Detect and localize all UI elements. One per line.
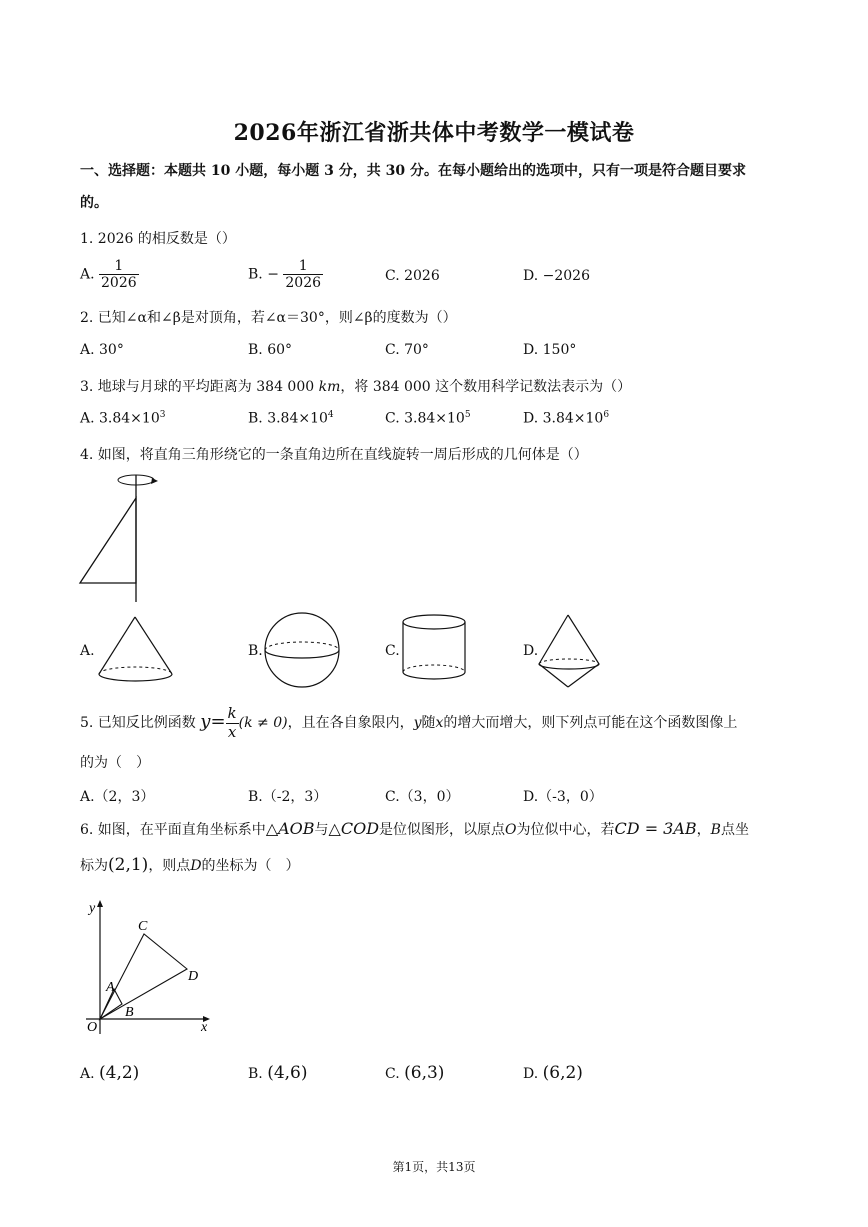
q1-b-label: B. −: [248, 266, 279, 283]
q3-b-exp: 4: [327, 410, 334, 420]
q6-d-label: D.: [523, 1066, 539, 1082]
right-triangle: [80, 498, 136, 583]
q6-pt-o: O: [505, 822, 517, 838]
q6-line2-pre: 标为: [80, 858, 108, 874]
q6-line2-post: 的坐标为（ ）: [201, 858, 300, 874]
q3-option-b: [248, 410, 334, 427]
q6-line2-mid: ，则点: [148, 858, 191, 874]
q6-c-label: C.: [385, 1066, 400, 1082]
q5-stem-mid2: 随: [421, 715, 436, 731]
q5-stem-pre: 5. 已知反比例函数: [80, 715, 196, 731]
origin-label: O: [87, 1020, 98, 1035]
q3-d-base: D. 3.84×10: [523, 410, 604, 427]
q5-formula-den: x: [227, 722, 237, 741]
q6-tri1: △AOB: [265, 819, 315, 838]
q6-stem-post: 点坐: [720, 822, 749, 838]
q3-b-base: B. 3.84×10: [248, 410, 328, 427]
q4-triangle-figure: [70, 470, 170, 610]
q5-stem-line2: 的为（ ）: [80, 755, 150, 771]
q6-d-value: (6,2): [542, 1063, 583, 1083]
q4-option-d-label: D.: [523, 643, 539, 659]
q6-coord: (2,1): [108, 855, 149, 875]
q5-formula-eq: =: [210, 711, 226, 732]
q5-stem-x: x: [435, 715, 444, 731]
q1-b-numerator: 1: [283, 258, 323, 275]
q3-d-exp: 6: [603, 410, 610, 420]
q5-stem: [80, 702, 737, 743]
x-axis-label: x: [201, 1020, 208, 1035]
q5-option-a: A.（2，3）: [80, 789, 155, 805]
q6-pt-b: B: [710, 822, 721, 838]
q4-option-c-label: C.: [385, 643, 400, 659]
q3-a-exp: 3: [159, 410, 166, 420]
rotation-arrowhead-icon: [151, 478, 158, 484]
q6-pt-d: D: [190, 858, 202, 874]
q2-option-c: C. 70°: [385, 342, 429, 358]
q3-option-d: [523, 410, 609, 427]
q1-option-d: D. −2026: [523, 268, 590, 284]
q5-stem-mid: ，且在各自象限内，: [287, 715, 414, 731]
q6-option-d: [523, 1063, 583, 1083]
y-axis-label: y: [89, 901, 96, 916]
q1-option-b: [248, 258, 323, 291]
q6-stem-mid3: 为位似中心，若: [516, 822, 615, 838]
q5-stem-post: 的增大而增大，则下列点可能在这个函数图像上: [443, 715, 738, 731]
q4-option-b-label: B.: [248, 643, 263, 659]
q3-stem-post: ，将 384 000 这个数用科学记数法表示为（）: [340, 379, 632, 395]
page-title: 2026年浙江省浙共体中考数学一模试卷: [233, 120, 635, 146]
q1-b-denominator: 2026: [285, 275, 322, 292]
q4-option-c-cylinder-icon: [400, 612, 470, 684]
q6-a-label: A.: [80, 1066, 95, 1082]
point-b-label: B: [125, 1005, 134, 1020]
q4-option-d-double-cone-icon: [536, 612, 604, 692]
q1-option-a: [80, 258, 139, 291]
page-footer: 第1页，共13页: [392, 1160, 476, 1174]
q6-coordinate-figure: [84, 898, 214, 1038]
q5-option-b: B.（-2，3）: [248, 789, 328, 805]
q6-stem-mid4: ，: [696, 822, 711, 838]
q2-option-d: D. 150°: [523, 342, 577, 358]
q6-stem-pre: 6. 如图，在平面直角坐标系中: [80, 822, 266, 838]
q6-cond: CD = 3AB: [614, 819, 697, 838]
q4-option-b-sphere-icon: [262, 612, 344, 688]
q5-formula-num: k: [227, 704, 237, 723]
q3-stem: [80, 376, 631, 396]
triangle-cod: [100, 934, 187, 1019]
q6-stem-line2: [80, 855, 300, 875]
q5-option-d: D.（-3，0）: [523, 789, 603, 805]
q5-option-c: C.（3，0）: [385, 789, 460, 805]
q5-stem-y: y: [413, 715, 422, 731]
q6-c-value: (6,3): [404, 1063, 445, 1083]
q4-stem: 4. 如图，将直角三角形绕它的一条直角边所在直线旋转一周后形成的几何体是（）: [80, 447, 588, 463]
q3-stem-unit: km: [318, 379, 341, 395]
point-d-label: D: [188, 969, 199, 984]
q6-option-b: [248, 1063, 308, 1083]
q6-stem-mid: 与: [314, 822, 329, 838]
q5-formula-y: y: [200, 711, 211, 732]
q6-stem: [80, 819, 749, 839]
y-axis-arrow-icon: [97, 900, 103, 907]
q6-tri2: △COD: [328, 819, 380, 838]
q5-formula-cond: (k ≠ 0): [238, 715, 288, 731]
q6-a-value: (4,2): [99, 1063, 140, 1083]
section-header-line2: 的。: [80, 195, 108, 211]
q3-option-a: [80, 410, 165, 427]
q6-b-label: B.: [248, 1066, 263, 1082]
q1-b-fraction: [283, 258, 323, 291]
q6-b-value: (4,6): [267, 1063, 308, 1083]
q1-a-fraction: [99, 258, 139, 291]
q6-option-a: [80, 1063, 139, 1083]
q2-option-a: A. 30°: [80, 342, 124, 358]
q2-option-b: B. 60°: [248, 342, 293, 358]
q2-stem: 2. 已知∠α和∠β是对顶角，若∠α＝30°，则∠β的度数为（）: [80, 310, 457, 326]
q5-formula-fraction: [226, 705, 239, 741]
point-c-label: C: [138, 919, 148, 934]
q3-option-c: [385, 410, 471, 427]
q3-a-base: A. 3.84×10: [80, 410, 160, 427]
q6-stem-mid2: 是位似图形，以原点: [379, 822, 506, 838]
point-a-label: A: [106, 980, 115, 995]
q1-a-numerator: 1: [99, 258, 139, 275]
q3-c-exp: 5: [464, 410, 471, 420]
section-header-line1: 一、选择题：本题共 10 小题，每小题 3 分，共 30 分。在每小题给出的选项中，只有一项是符合题目要求: [80, 163, 746, 179]
q3-stem-pre: 3. 地球与月球的平均距离为 384 000: [80, 379, 319, 395]
q4-option-a-label: A.: [80, 643, 95, 659]
q3-c-base: C. 3.84×10: [385, 410, 465, 427]
q1-stem: 1. 2026 的相反数是（）: [80, 231, 236, 247]
q1-option-c: C. 2026: [385, 268, 440, 284]
q1-a-denominator: 2026: [101, 275, 137, 292]
q6-option-c: [385, 1063, 444, 1083]
q4-option-a-cone-icon: [96, 612, 176, 684]
q1-a-label: A.: [80, 266, 95, 283]
